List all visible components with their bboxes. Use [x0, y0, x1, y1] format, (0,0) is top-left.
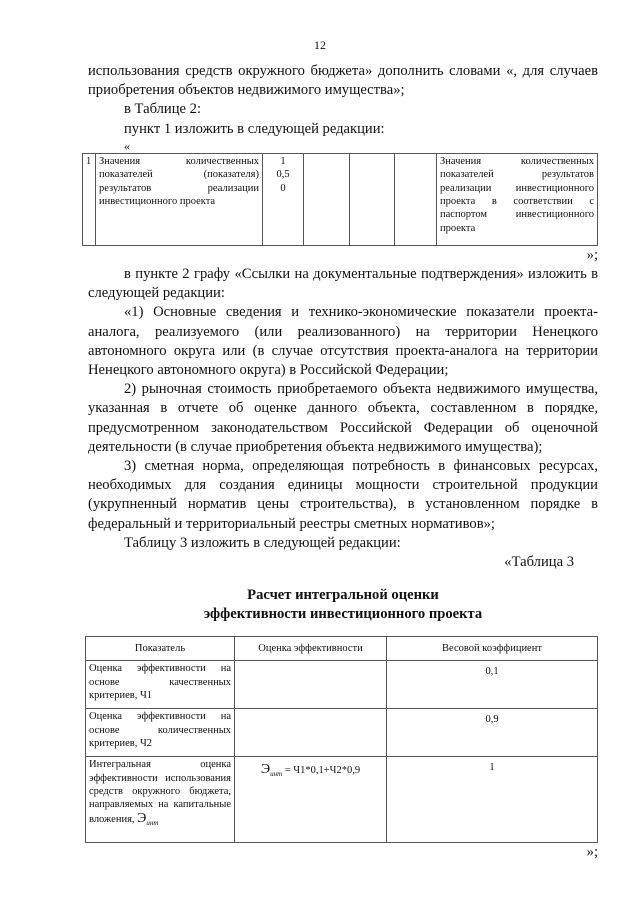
- assessment: [235, 757, 387, 843]
- table-row: [86, 709, 598, 757]
- empty-cell: [304, 153, 350, 245]
- value: 0: [280, 182, 286, 194]
- source-cell: Значения количественных показателей результатов реализации инвестиционного проекта в соответствии с паспортом инвестиционного проекта: [437, 153, 598, 245]
- indicator-name: Значения количественных показателей (показателя) результатов реализации инвестиционного проекта: [96, 153, 263, 245]
- paragraph: в пункте 2 графу «Ссылки на документальные подтверждения» изложить в следующей редакции:: [88, 266, 598, 302]
- indicator: Оценка эффективности на основе качественных критериев, Ч1: [86, 661, 235, 709]
- column-header: Показатель: [86, 637, 235, 661]
- document-body: [88, 62, 598, 862]
- indicator-text: Интегральная оценка эффективности использования средств окружного бюджета, направляемых на капитальные вложения,: [89, 759, 231, 825]
- close-quote: »;: [586, 246, 598, 263]
- row-number: 1: [83, 153, 96, 245]
- paragraph: использования средств окружного бюджета» дополнить словами «, для случаев приобретения объектов недвижимого имущества»;: [88, 63, 598, 99]
- indicator-values: [263, 153, 304, 245]
- value: 0,5: [276, 169, 290, 181]
- table-row: [86, 757, 598, 843]
- table-label: «Таблица 3: [504, 554, 574, 571]
- column-header: Оценка эффективности: [235, 637, 387, 661]
- table-3: [85, 636, 598, 843]
- formula: = Ч1*0,1+Ч2*0,9: [282, 765, 361, 777]
- close-quote: »;: [586, 844, 598, 861]
- column-header: Весовой коэффициент: [387, 637, 598, 661]
- open-quote: «: [124, 138, 130, 153]
- title-line: Расчет интегральной оценки: [247, 587, 439, 604]
- paragraph: Таблицу 3 изложить в следующей редакции:: [124, 534, 401, 551]
- table-title: [88, 586, 598, 624]
- indicator: [86, 757, 235, 843]
- indicator: Оценка эффективности на основе количественных критериев, Ч2: [86, 709, 235, 757]
- weight: 0,1: [387, 661, 598, 709]
- paragraph: в Таблице 2:: [124, 101, 202, 118]
- list-item: 3) сметная норма, определяющая потребность в финансовых ресурсах, необходимых для создания единицы мощности строительной продукции (укрупненный норматив цены строительства), в установленном порядке в федеральный и территориальный реестры сметных нормативов»;: [88, 458, 598, 532]
- table-row: [86, 661, 598, 709]
- symbol: Э: [260, 762, 271, 778]
- symbol-subscript: инт: [270, 770, 283, 779]
- symbol: Э: [137, 810, 147, 826]
- assessment: [235, 661, 387, 709]
- empty-cell: [350, 153, 395, 245]
- assessment: [235, 709, 387, 757]
- weight: 0,9: [387, 709, 598, 757]
- page-number: 12: [314, 38, 326, 52]
- empty-cell: [395, 153, 437, 245]
- paragraph: пункт 1 изложить в следующей редакции:: [124, 120, 385, 137]
- list-item: 2) рыночная стоимость приобретаемого объекта недвижимого имущества, указанная в отчете об оценке данного объекта, составленном в порядке, предусмотренном законодательством Российской Федерации об оценочной деятельности (в случае приобретения объекта недвижимого имущества);: [88, 381, 598, 455]
- title-line: эффективности инвестиционного проекта: [203, 606, 483, 623]
- list-item: «1) Основные сведения и технико-экономические показатели проекта-аналога, реализуемого (или реализованного) на территории Ненецкого автономного округа или (в случае отсутствия проекта-аналога на территории Ненецкого автономного округа) в Российской Федерации;: [88, 304, 598, 379]
- table-2-row: [82, 153, 598, 246]
- symbol-subscript: инт: [146, 818, 159, 827]
- weight: 1: [387, 757, 598, 843]
- value: 1: [280, 155, 286, 167]
